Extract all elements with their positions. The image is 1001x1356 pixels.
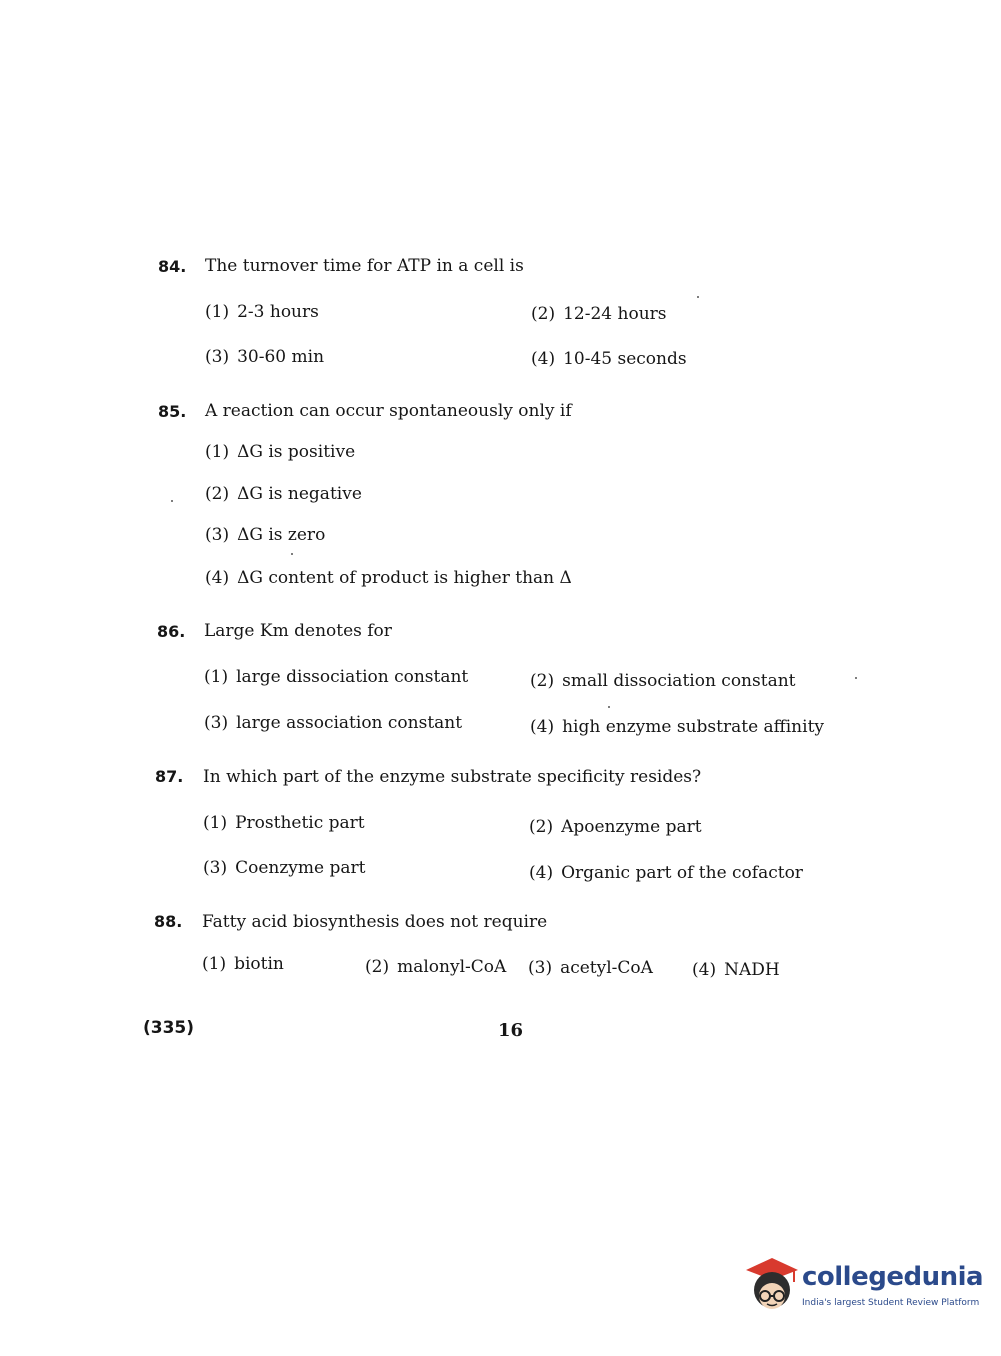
question-86-option-4: (4) high enzyme substrate affinity	[530, 717, 825, 737]
logo-tagline: India's largest Student Review Platform	[802, 1298, 980, 1308]
question-85-option-4: (4) ΔG content of product is higher than Δ	[205, 568, 572, 588]
question-85-option-3: (3) ΔG is zero	[205, 525, 326, 545]
collegedunia-logo	[742, 1252, 984, 1322]
question-87-option-2: (2) Apoenzyme part	[529, 817, 702, 837]
question-88-text: Fatty acid biosynthesis does not require	[202, 912, 548, 932]
scan-speck	[855, 677, 857, 679]
question-88-option-4: (4) NADH	[692, 960, 780, 980]
question-84-text: The turnover time for ATP in a cell is	[205, 256, 524, 276]
question-84-option-2: (2) 12-24 hours	[531, 304, 667, 324]
paper-code: (335)	[143, 1018, 195, 1038]
page-number: 16	[498, 1020, 524, 1041]
question-86-number: 86.	[157, 622, 186, 641]
question-87-option-4: (4) Organic part of the cofactor	[529, 863, 803, 883]
question-87-option-3: (3) Coenzyme part	[203, 858, 366, 878]
question-85-option-2: (2) ΔG is negative	[205, 484, 362, 504]
question-86-option-2: (2) small dissociation constant	[530, 671, 796, 691]
question-86-option-1: (1) large dissociation constant	[204, 667, 469, 687]
question-84-option-4: (4) 10-45 seconds	[531, 349, 687, 369]
scan-speck	[697, 296, 699, 298]
question-87-number: 87.	[155, 767, 184, 786]
scan-speck	[171, 500, 173, 502]
question-88-number: 88.	[154, 912, 183, 931]
question-88-option-2: (2) malonyl-CoA	[365, 957, 507, 977]
question-84-number: 84.	[158, 257, 187, 276]
logo-brand: collegedunia	[802, 1262, 984, 1292]
question-85-option-1: (1) ΔG is positive	[205, 442, 356, 462]
question-87-option-1: (1) Prosthetic part	[203, 813, 365, 833]
mascot-icon	[742, 1252, 802, 1322]
question-88-option-3: (3) acetyl-CoA	[528, 958, 653, 978]
question-88-option-1: (1) biotin	[202, 954, 284, 974]
scan-speck	[608, 706, 610, 708]
question-85-number: 85.	[158, 402, 187, 421]
scan-speck	[291, 553, 293, 555]
question-87-text: In which part of the enzyme substrate specificity resides?	[203, 767, 702, 787]
question-86-text: Large Km denotes for	[204, 621, 392, 641]
question-84-option-3: (3) 30-60 min	[205, 347, 325, 367]
question-86-option-3: (3) large association constant	[204, 713, 463, 733]
question-84-option-1: (1) 2-3 hours	[205, 302, 319, 322]
question-85-text: A reaction can occur spontaneously only if	[205, 401, 572, 421]
